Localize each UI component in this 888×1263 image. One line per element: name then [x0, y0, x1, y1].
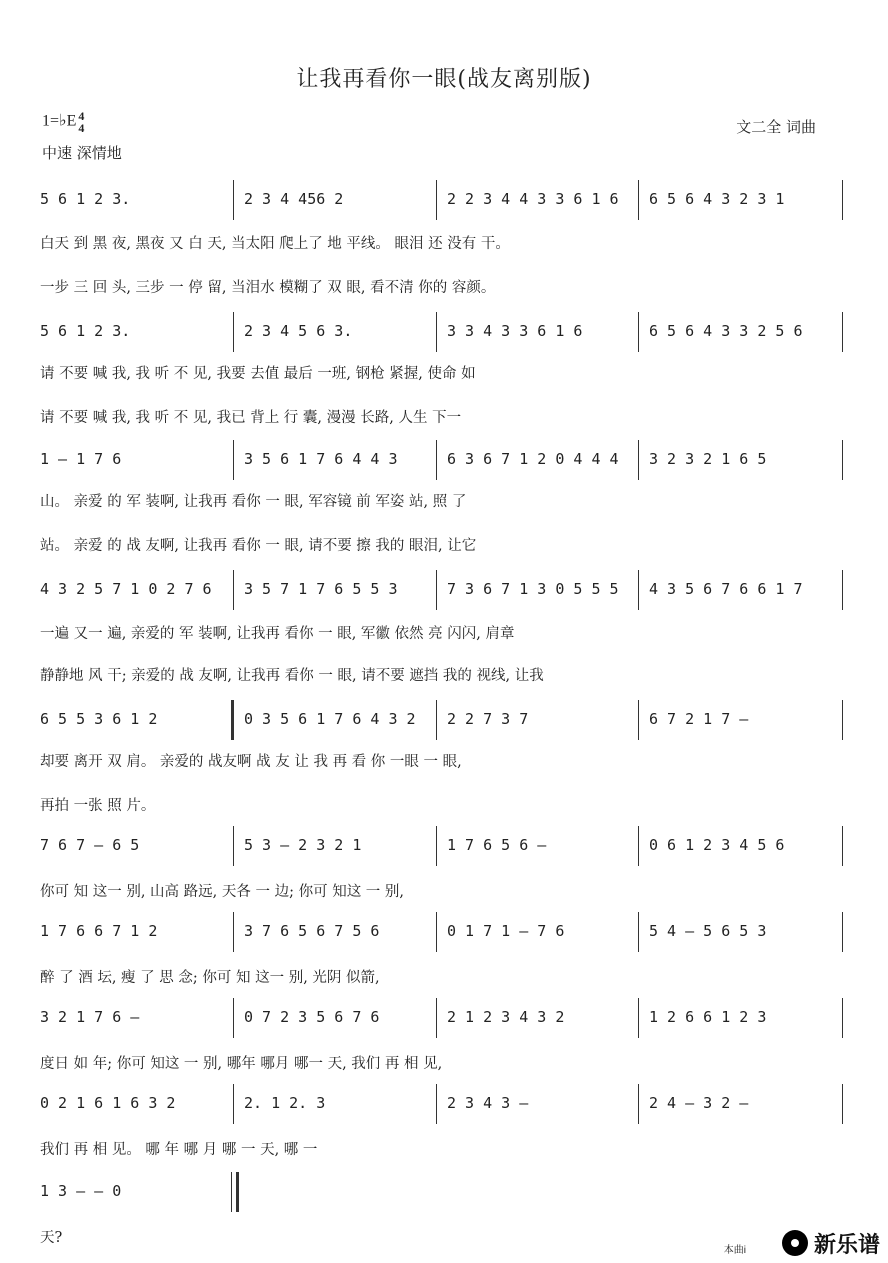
barline — [842, 912, 843, 952]
barline — [233, 826, 234, 866]
time-beats: 4 — [78, 109, 85, 123]
lyric-line: 白天 到 黑 夜, 黑夜 又 白 天, 当太阳 爬上了 地 平线。 眼泪 还 没有 干。 — [40, 236, 510, 252]
key-signature — [42, 110, 84, 134]
notes: 0 6 1 2 3 4 5 6 — [649, 836, 785, 854]
barline — [842, 826, 843, 866]
score-row — [0, 912, 888, 952]
notes: 1 2 6 6 1 2 3 — [649, 1008, 767, 1026]
notes: 0 3 5 6 1 7 6 4 3 2 — [244, 710, 416, 728]
barline — [436, 312, 437, 352]
barline — [436, 998, 437, 1038]
barline — [638, 912, 639, 952]
barline — [233, 312, 234, 352]
notes: 1 7 6 6 7 1 2 — [40, 922, 158, 940]
barline — [436, 826, 437, 866]
barline — [436, 1084, 437, 1124]
notes: 7 6 7 — 6 5 — [40, 836, 140, 854]
notes: 1 3 — — 0 — [40, 1182, 122, 1200]
notes: 5 6 1 2 3. — [40, 190, 131, 208]
barline — [436, 180, 437, 220]
barline — [436, 700, 437, 740]
tempo-marking: 中速 深情地 — [42, 144, 122, 162]
footer-note: 本曲i — [723, 1245, 746, 1256]
notes: 4 3 2 5 7 1 0 2 7 6 — [40, 580, 212, 598]
notes: 3 5 6 1 7 6 4 4 3 — [244, 450, 398, 468]
notes: 2 3 4 3 — — [447, 1094, 529, 1112]
song-title: 让我再看你一眼(战友离别版) — [296, 67, 592, 92]
notes: 2. 1 2. 3 — [244, 1094, 326, 1112]
notes: 5 6 1 2 3. — [40, 322, 131, 340]
notes: 2 2 7 3 7 — [447, 710, 529, 728]
logo-text: 新乐谱 — [813, 1232, 880, 1258]
lyric-line: 醉 了 酒 坛, 瘦 了 思 念; 你可 知 这一 别, 光阴 似箭, — [40, 970, 380, 986]
barline — [842, 312, 843, 352]
barline — [638, 998, 639, 1038]
lyric-line: 一遍 又一 遍, 亲爱的 军 装啊, 让我再 看你 一 眼, 军徽 依然 亮 闪闪, 肩章 — [40, 626, 515, 642]
time-unit: 4 — [78, 121, 85, 135]
barline — [233, 180, 234, 220]
notes: 2 2 3 4 4 3 3 6 1 6 — [447, 190, 619, 208]
notes: 5 4 — 5 6 5 3 — [649, 922, 767, 940]
score-row — [0, 1172, 888, 1212]
notes: 7 3 6 7 1 3 0 5 5 5 — [447, 580, 619, 598]
lyric-line: 天? — [40, 1230, 63, 1246]
notes: 6 5 6 4 3 2 3 1 — [649, 190, 785, 208]
vinyl-disc-icon — [782, 1230, 808, 1256]
notes: 1 7 6 5 6 — — [447, 836, 547, 854]
barline — [842, 998, 843, 1038]
lyric-line: 你可 知 这一 别, 山高 路远, 天各 一 边; 你可 知这 一 别, — [40, 884, 405, 900]
barline — [842, 180, 843, 220]
notes: 2 3 4 456 2 — [244, 190, 344, 208]
repeat-barline — [231, 700, 234, 740]
barline — [638, 440, 639, 480]
barline — [842, 570, 843, 610]
lyric-line: 再拍 一张 照 片。 — [40, 798, 156, 814]
lyric-line: 站。 亲爱 的 战 友啊, 让我再 看你 一 眼, 请不要 擦 我的 眼泪, 让它 — [40, 538, 477, 554]
notes: 3 7 6 5 6 7 5 6 — [244, 922, 380, 940]
barline — [233, 440, 234, 480]
lyric-line: 山。 亲爱 的 军 装啊, 让我再 看你 一 眼, 军容镜 前 军姿 站, 照 了 — [40, 494, 467, 510]
barline — [638, 826, 639, 866]
notes: 2 4 — 3 2 — — [649, 1094, 749, 1112]
barline — [233, 912, 234, 952]
notes: 3 5 7 1 7 6 5 5 3 — [244, 580, 398, 598]
barline — [638, 570, 639, 610]
lyric-line: 我们 再 相 见。 哪 年 哪 月 哪 一 天, 哪 一 — [40, 1142, 318, 1158]
final-barline — [231, 1172, 232, 1212]
score-row — [0, 180, 888, 220]
barline — [842, 700, 843, 740]
barline — [638, 700, 639, 740]
barline — [638, 1084, 639, 1124]
notes: 6 7 2 1 7 — — [649, 710, 749, 728]
notes: 4 3 5 6 7 6 6 1 7 — [649, 580, 803, 598]
score-row — [0, 998, 888, 1038]
notes: 0 2 1 6 1 6 3 2 — [40, 1094, 176, 1112]
barline — [638, 312, 639, 352]
barline — [436, 570, 437, 610]
notes: 2 1 2 3 4 3 2 — [447, 1008, 565, 1026]
score-row — [0, 700, 888, 740]
barline — [233, 570, 234, 610]
notes: 2 3 4 5 6 3. — [244, 322, 353, 340]
lyric-line: 请 不要 喊 我, 我 听 不 见, 我已 背上 行 囊, 漫漫 长路, 人生 下一 — [40, 410, 462, 426]
notes: 0 7 2 3 5 6 7 6 — [244, 1008, 380, 1026]
notes: 0 1 7 1 — 7 6 — [447, 922, 565, 940]
barline — [842, 1084, 843, 1124]
barline — [436, 912, 437, 952]
score-row — [0, 826, 888, 866]
final-barline-thick — [236, 1172, 239, 1212]
barline — [436, 440, 437, 480]
lyric-line: 一步 三 回 头, 三步 一 停 留, 当泪水 模糊了 双 眼, 看不清 你的 容颜。 — [40, 280, 496, 296]
lyric-line: 请 不要 喊 我, 我 听 不 见, 我要 去值 最后 一班, 钢枪 紧握, 使命 如 — [40, 366, 476, 382]
lyric-line: 度日 如 年; 你可 知这 一 别, 哪年 哪月 哪一 天, 我们 再 相 见, — [40, 1056, 443, 1072]
score-row — [0, 440, 888, 480]
notes: 5 3 — 2 3 2 1 — [244, 836, 362, 854]
notes: 1 — 1 7 6 — [40, 450, 122, 468]
notes: 6 5 6 4 3 3 2 5 6 — [649, 322, 803, 340]
notes: 3 2 3 2 1 6 5 — [649, 450, 767, 468]
notes: 3 3 4 3 3 6 1 6 — [447, 322, 583, 340]
site-logo[interactable] — [782, 1228, 880, 1258]
barline — [233, 1084, 234, 1124]
lyric-line: 静静地 风 干; 亲爱的 战 友啊, 让我再 看你 一 眼, 请不要 遮挡 我的 视线, 让我 — [40, 668, 544, 684]
barline — [233, 998, 234, 1038]
score-row — [0, 1084, 888, 1124]
score-row — [0, 570, 888, 610]
notes: 3 2 1 7 6 — — [40, 1008, 140, 1026]
lyric-line: 却要 离开 双 肩。 亲爱的 战友啊 战 友 让 我 再 看 你 一眼 一 眼, — [40, 754, 462, 770]
barline — [842, 440, 843, 480]
notes: 6 5 5 3 6 1 2 — [40, 710, 158, 728]
key-text: 1=♭E — [42, 112, 77, 130]
barline — [638, 180, 639, 220]
time-signature — [78, 110, 84, 134]
author-credit: 文二全 词曲 — [736, 118, 816, 136]
score-row — [0, 312, 888, 352]
notes: 6 3 6 7 1 2 0 4 4 4 — [447, 450, 619, 468]
